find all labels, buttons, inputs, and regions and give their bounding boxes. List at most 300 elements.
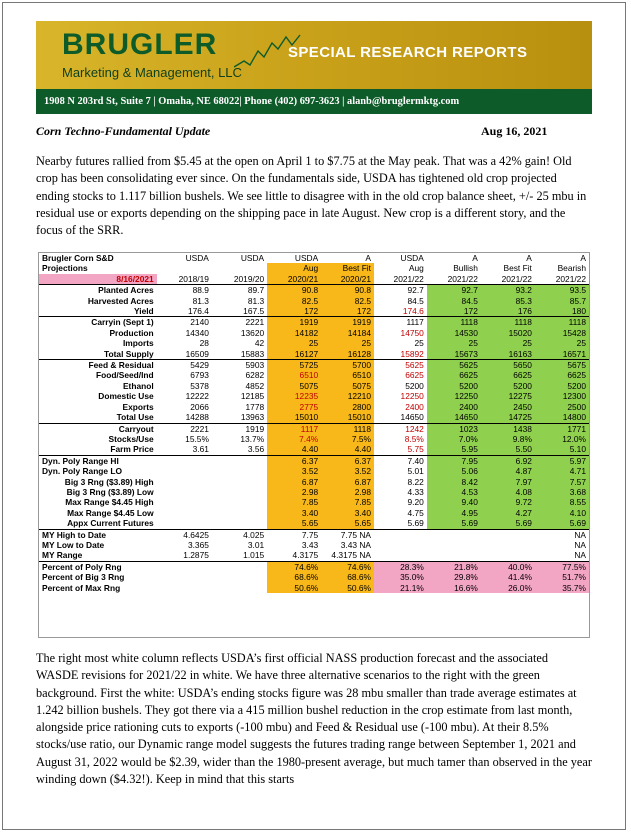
table-cell: 1919: [245, 423, 265, 434]
table-row: [39, 572, 589, 582]
row-label: Carryout: [118, 423, 154, 434]
table-cell: 5650: [481, 360, 535, 371]
table-cell: [157, 455, 212, 466]
table-cell: 93.2: [481, 285, 535, 296]
table-cell: 2140: [190, 317, 209, 328]
table-cell: [427, 540, 481, 550]
table-row: [39, 360, 589, 371]
table-cell: [157, 487, 212, 497]
table-cell: 2018/19: [157, 274, 212, 285]
table-cell: 1919: [267, 317, 321, 328]
table-cell: 12300: [535, 391, 589, 401]
table-cell: 40.0%: [481, 561, 535, 572]
table-cell: [212, 487, 267, 497]
table-cell: 1117: [406, 317, 424, 328]
table-cell: 1919: [321, 317, 374, 328]
table-cell: 14750: [400, 327, 424, 338]
table-cell: A: [472, 253, 478, 263]
table-cell: 84.5: [407, 295, 424, 306]
table-year-row: [39, 274, 589, 285]
table-cell: 14650: [427, 412, 481, 423]
table-cell: 25: [267, 338, 321, 348]
table-cell: 16127: [267, 349, 321, 360]
table-cell: 176: [481, 306, 535, 317]
table-cell: 2.98: [321, 487, 374, 497]
row-label: Brugler Corn S&D: [42, 253, 114, 263]
row-label: MY Range: [39, 550, 157, 561]
table-cell: 14800: [535, 412, 589, 423]
table-cell: 1771: [535, 423, 589, 434]
row-label: Stocks/Use: [108, 433, 154, 444]
table-cell: 4.3175 NA: [321, 550, 374, 561]
table-cell: 5.06: [427, 466, 481, 476]
table-cell: [374, 529, 427, 540]
table-cell: 84.5: [427, 296, 481, 306]
row-label: Harvested Acres: [87, 295, 154, 306]
table-cell: 12.0%: [535, 434, 589, 444]
table-cell: 1118: [481, 317, 535, 328]
brand-logo: BRUGLER: [62, 28, 218, 61]
table-cell: 2019/20: [212, 274, 267, 285]
table-cell: 1023: [427, 423, 481, 434]
table-cell: 5075: [267, 381, 321, 391]
table-cell: 172: [427, 306, 481, 317]
table-cell: 25: [427, 338, 481, 348]
table-row: [39, 338, 589, 348]
row-label: Dyn. Poly Range LO: [42, 466, 123, 477]
table-cell: [427, 529, 481, 540]
table-cell: 4.6425: [183, 529, 209, 540]
table-cell: 6282: [245, 370, 265, 381]
row-label: Carryin (Sept 1): [91, 317, 154, 328]
table-cell: 6625: [481, 370, 535, 380]
table-cell: 5.69: [427, 518, 481, 529]
table-cell: [374, 550, 427, 561]
table-cell: 5675: [535, 360, 589, 371]
table-cell: 2775: [267, 402, 321, 412]
table-cell: [427, 550, 481, 561]
table-cell: 14650: [374, 412, 427, 423]
table-cell: 2.98: [267, 487, 321, 497]
table-row: [39, 317, 589, 328]
table-cell: 4.95: [427, 508, 481, 518]
table-cell: 13.7%: [240, 433, 265, 444]
table-cell: 1118: [321, 423, 374, 434]
table-cell: 3.01: [247, 539, 265, 550]
table-cell: 8.42: [427, 477, 481, 487]
table-cell: 1118: [535, 317, 589, 328]
row-label: Imports: [122, 338, 154, 349]
table-cell: 4.10: [535, 508, 589, 518]
table-cell: 68.6%: [321, 572, 374, 582]
table-cell: 1438: [481, 423, 535, 434]
table-cell: 5.75: [374, 444, 427, 455]
table-cell: USDA: [400, 253, 424, 263]
table-cell: [157, 263, 212, 273]
table-row: [39, 583, 589, 593]
table-row: [39, 412, 589, 423]
table-cell: 12275: [481, 391, 535, 401]
table-cell: Best Fit: [321, 263, 374, 273]
table-cell: 4852: [245, 380, 265, 391]
table-cell: 5200: [405, 380, 424, 391]
table-cell: 4.33: [407, 486, 424, 497]
table-cell: 5625: [405, 360, 424, 371]
table-cell: 89.7: [247, 285, 265, 296]
table-cell: 2400: [405, 401, 424, 412]
table-cell: 14184: [321, 328, 374, 338]
table-cell: 3.40: [321, 508, 374, 518]
table-cell: 14182: [267, 328, 321, 338]
table-cell: 3.43 NA: [340, 539, 371, 550]
table-cell: 5.50: [481, 444, 535, 455]
table-cell: 5.10: [535, 444, 589, 455]
row-label: Planted Acres: [98, 285, 154, 296]
table-cell: 3.56: [212, 444, 267, 455]
table-cell: 3.61: [157, 444, 212, 455]
table-cell: 15673: [427, 349, 481, 360]
intro-paragraph: Nearby futures rallied from $5.45 at the open on April 1 to $7.75 at the May peak. That was a 42% gain! Old crop has been consolidating ever since. On the fundamentals side, USDA has tightened old crop projected ending stocks to 1.117 billion bushels. We see little to disagree with in the old crop balance sheet, +/- 25 mbu in residual use or exports depending on the shipping pace in late August. New crop is a different story, and the focus of the SRR.: [36, 154, 587, 238]
table-cell: 6.37: [321, 455, 374, 466]
row-label: 8/16/2021: [39, 274, 157, 285]
table-cell: 15428: [535, 328, 589, 338]
table-cell: 7.5%: [321, 434, 374, 444]
row-label: Domestic Use: [98, 391, 154, 402]
table-cell: [157, 466, 212, 476]
table-cell: 4.40: [267, 444, 321, 455]
table-cell: 6625: [405, 370, 424, 381]
table-cell: 15010: [321, 412, 374, 423]
table-cell: USDA: [240, 253, 265, 263]
table-cell: 5.69: [481, 518, 535, 529]
table-cell: 4.08: [481, 487, 535, 497]
row-label: Feed & Residual: [88, 360, 154, 371]
table-cell: USDA: [185, 253, 209, 263]
table-cell: 7.95: [427, 455, 481, 466]
table-cell: [212, 572, 267, 582]
table-cell: 82.5: [321, 296, 374, 306]
table-cell: [374, 540, 427, 550]
table-cell: 1.2875: [157, 550, 212, 561]
table-cell: 13620: [240, 327, 265, 338]
table-cell: 12185: [240, 391, 265, 402]
table-cell: NA: [535, 550, 589, 561]
table-cell: Aug: [408, 263, 424, 274]
table-cell: 12210: [321, 391, 374, 401]
table-cell: [212, 477, 267, 487]
table-cell: 8.22: [407, 476, 424, 487]
table-cell: [212, 561, 267, 572]
table-row: [39, 466, 589, 476]
table-cell: 180: [535, 306, 589, 317]
table-cell: 4.53: [427, 487, 481, 497]
table-cell: 14530: [427, 328, 481, 338]
table-cell: 7.85: [321, 497, 374, 507]
table-cell: 7.85: [267, 497, 321, 507]
row-label: Ethanol: [122, 380, 154, 391]
table-cell: 5378: [190, 380, 209, 391]
table-cell: NA: [574, 529, 586, 540]
table-cell: 35.0%: [374, 572, 427, 582]
table-cell: 172: [267, 306, 321, 317]
table-cell: 6625: [427, 370, 481, 380]
row-label: MY High to Date: [42, 529, 107, 540]
table-cell: 35.7%: [535, 583, 589, 593]
table-cell: 25: [535, 338, 589, 348]
table-cell: 16509: [157, 349, 212, 360]
table-cell: 41.4%: [481, 572, 535, 582]
table-cell: 167.5: [212, 306, 267, 317]
table-cell: 6.92: [481, 455, 535, 466]
table-cell: 85.3: [481, 296, 535, 306]
table-cell: 5200: [481, 381, 535, 391]
table-cell: 74.6%: [267, 561, 321, 572]
table-cell: 5.95: [427, 444, 481, 455]
row-label: MY Low to Date: [42, 539, 105, 550]
table-cell: 85.7: [535, 296, 589, 306]
table-cell: 5725: [267, 360, 321, 371]
table-cell: [157, 518, 212, 529]
table-cell: 5.69: [535, 518, 589, 529]
table-row: [39, 550, 589, 561]
table-cell: 15883: [212, 349, 267, 360]
table-cell: [212, 263, 267, 273]
table-cell: 15010: [267, 412, 321, 423]
table-cell: 2066: [190, 401, 209, 412]
table-cell: 14725: [481, 412, 535, 423]
table-cell: 2500: [535, 402, 589, 412]
table-cell: 5429: [190, 360, 209, 371]
table-row: [39, 444, 589, 455]
letterhead-banner: [36, 21, 592, 114]
row-label: Farm Price: [39, 444, 157, 455]
table-row: [39, 306, 589, 317]
table-cell: [481, 550, 535, 561]
table-cell: 4.71: [535, 466, 589, 476]
table-row: [39, 370, 589, 380]
table-cell: [157, 583, 212, 593]
table-cell: 7.97: [481, 477, 535, 487]
table-cell: 3.365: [187, 539, 209, 550]
table-cell: 6510: [321, 370, 374, 380]
row-label: Production: [109, 327, 154, 338]
table-cell: [157, 508, 212, 518]
table-cell: 2020/21: [267, 274, 321, 285]
table-row: [39, 402, 589, 412]
table-cell: 1118: [427, 317, 481, 328]
table-cell: 28: [199, 338, 209, 349]
table-cell: 4.025: [243, 529, 265, 540]
table-cell: 4.27: [481, 508, 535, 518]
table-cell: 172: [321, 306, 374, 317]
row-label: Total Supply: [39, 349, 157, 360]
row-label: Exports: [122, 401, 154, 412]
table-cell: 4.87: [481, 466, 535, 476]
table-row: [39, 328, 589, 338]
table-row: [39, 529, 589, 540]
table-cell: 6793: [190, 370, 209, 381]
row-label: Max Range $4.45 High: [65, 497, 154, 508]
table-cell: 68.6%: [267, 572, 321, 582]
table-cell: 21.1%: [374, 583, 427, 593]
table-row: [39, 391, 589, 401]
table-cell: 88.9: [192, 285, 209, 296]
table-cell: 7.0%: [427, 434, 481, 444]
table-cell: 82.5: [267, 296, 321, 306]
table-row: [39, 508, 589, 518]
table-cell: 5.69: [374, 518, 427, 529]
table-cell: 51.7%: [535, 572, 589, 582]
table-cell: [481, 529, 535, 540]
table-cell: 50.6%: [267, 583, 321, 593]
table-cell: [157, 497, 212, 507]
table-cell: 5903: [245, 360, 265, 371]
row-label: Percent of Max Rng: [42, 582, 121, 593]
document-date: Aug 16, 2021: [481, 124, 548, 138]
supply-demand-table: [38, 252, 590, 638]
table-cell: 16.6%: [427, 583, 481, 593]
table-cell: 5.97: [535, 455, 589, 466]
table-cell: 6625: [535, 370, 589, 380]
table-cell: 9.8%: [481, 434, 535, 444]
table-cell: Best Fit: [503, 263, 532, 274]
table-cell: 7.75: [301, 529, 319, 540]
table-cell: 16163: [481, 349, 535, 360]
table-cell: 6510: [267, 370, 321, 380]
table-cell: Aug: [267, 263, 321, 273]
table-cell: 90.8: [321, 285, 374, 296]
table-cell: 1242: [405, 423, 424, 434]
table-cell: 9.20: [407, 497, 424, 508]
table-cell: 6.87: [321, 477, 374, 487]
table-cell: 3.52: [321, 466, 374, 476]
table-cell: 5625: [427, 360, 481, 371]
table-cell: 9.72: [481, 497, 535, 507]
table-cell: [212, 497, 267, 507]
table-cell: 7.40: [407, 455, 424, 466]
table-cell: 28.3%: [374, 561, 427, 572]
table-cell: 2021/22: [427, 274, 481, 285]
table-cell: 81.3: [192, 295, 209, 306]
brand-subtitle: Marketing & Management, LLC: [62, 65, 242, 80]
row-label: Projections: [42, 263, 88, 274]
row-label: Percent of Poly Rng: [42, 561, 122, 572]
table-cell: 3.52: [267, 466, 321, 476]
table-cell: [157, 572, 212, 582]
table-header-row: [39, 263, 589, 273]
table-cell: 7.4%: [267, 434, 321, 444]
sd-table-grid: [39, 253, 589, 593]
table-cell: 7.75 NA: [340, 529, 371, 540]
table-cell: 25: [481, 338, 535, 348]
table-cell: 3.43: [301, 539, 319, 550]
contact-address-bar: 1908 N 203rd St, Suite 7 | Omaha, NE 68022| Phone (402) 697-3623 | alanb@bruglermktg.com: [36, 89, 592, 114]
table-cell: 26.0%: [481, 583, 535, 593]
row-label: Dyn. Poly Range HI: [42, 455, 119, 466]
table-cell: [212, 518, 267, 529]
table-cell: [212, 583, 267, 593]
table-cell: 42: [254, 338, 265, 349]
report-series-title: SPECIAL RESEARCH REPORTS: [288, 44, 528, 61]
table-row: [39, 487, 589, 497]
table-cell: 15.5%: [185, 433, 209, 444]
table-cell: 3.40: [267, 508, 321, 518]
table-row: [39, 561, 589, 572]
table-cell: 2221: [190, 423, 209, 434]
row-label: Appx Current Futures: [39, 518, 157, 529]
table-cell: 8.5%: [404, 433, 424, 444]
table-cell: 29.8%: [427, 572, 481, 582]
row-label: Food/Seed/Ind: [95, 370, 154, 381]
table-cell: [212, 508, 267, 518]
table-cell: 25: [321, 338, 374, 348]
table-cell: 5.65: [267, 518, 321, 529]
table-cell: 2400: [427, 402, 481, 412]
table-cell: 2021/22: [374, 274, 427, 285]
table-cell: A: [580, 253, 586, 263]
table-cell: 13963: [212, 412, 267, 423]
table-cell: USDA: [294, 253, 319, 263]
table-row: [39, 296, 589, 306]
row-label: Percent of Big 3 Rng: [42, 572, 125, 583]
table-cell: 174.6: [374, 306, 427, 317]
table-cell: 5.65: [321, 518, 374, 529]
table-row: [39, 381, 589, 391]
table-cell: 50.6%: [321, 583, 374, 593]
table-cell: 5700: [321, 360, 374, 371]
table-cell: A: [365, 253, 371, 263]
document-title: Corn Techno-Fundamental Update: [36, 124, 211, 138]
table-cell: 8.55: [535, 497, 589, 507]
table-row: [39, 349, 589, 360]
table-cell: 4.75: [407, 507, 424, 518]
table-cell: 1778: [245, 401, 265, 412]
table-cell: [481, 540, 535, 550]
table-cell: 2021/22: [535, 274, 589, 285]
table-row: [39, 518, 589, 529]
table-cell: 5200: [427, 381, 481, 391]
table-cell: 74.6%: [321, 561, 374, 572]
table-cell: 81.3: [247, 295, 265, 306]
table-cell: 2450: [481, 402, 535, 412]
table-cell: 7.57: [535, 477, 589, 487]
table-cell: 12222: [185, 391, 209, 402]
table-cell: 15020: [481, 328, 535, 338]
table-cell: [157, 561, 212, 572]
table-cell: [212, 455, 267, 466]
table-cell: 12235: [267, 391, 321, 401]
table-cell: 5.01: [407, 466, 424, 477]
row-label: Yield: [39, 306, 157, 317]
table-row: [39, 455, 589, 466]
table-row: [39, 285, 589, 296]
table-cell: A: [526, 253, 532, 263]
table-cell: 92.7: [427, 285, 481, 296]
table-cell: 2800: [321, 402, 374, 412]
table-row: [39, 497, 589, 507]
analysis-paragraph: The right most white column reflects USDA’s first official NASS production forecast and the associated WASDE revisions for 2021/22 in white. We have three alternative scenarios to the right with the green background. First the white: USDA’s ending stocks figure was 28 mbu smaller than trade average estimates at 1.242 billion bushels. They got there via a 415 million bushel reduction in the crop estimate from last month, alongside price rationing cuts to exports (-100 mbu) and Feed & Residual use (-100 mbu). At their 8.5% stocks/use ratio, our Dynamic range model suggests the futures trading range between September 1, 2021 and August 31, 2022 would be $2.39, wider than the 1980-present average, but much tamer than observed in the year winding down ($4.32!). Keep in mind that this starts: [36, 651, 592, 787]
table-cell: 92.7: [407, 285, 424, 296]
table-cell: 3.68: [535, 487, 589, 497]
table-cell: 16571: [535, 349, 589, 360]
table-row: [39, 477, 589, 487]
table-row: [39, 423, 589, 434]
table-header-row: [39, 253, 589, 263]
table-cell: 2221: [245, 317, 265, 328]
table-cell: 6.87: [267, 477, 321, 487]
table-cell: 4.40: [321, 444, 374, 455]
table-cell: 9.40: [427, 497, 481, 507]
